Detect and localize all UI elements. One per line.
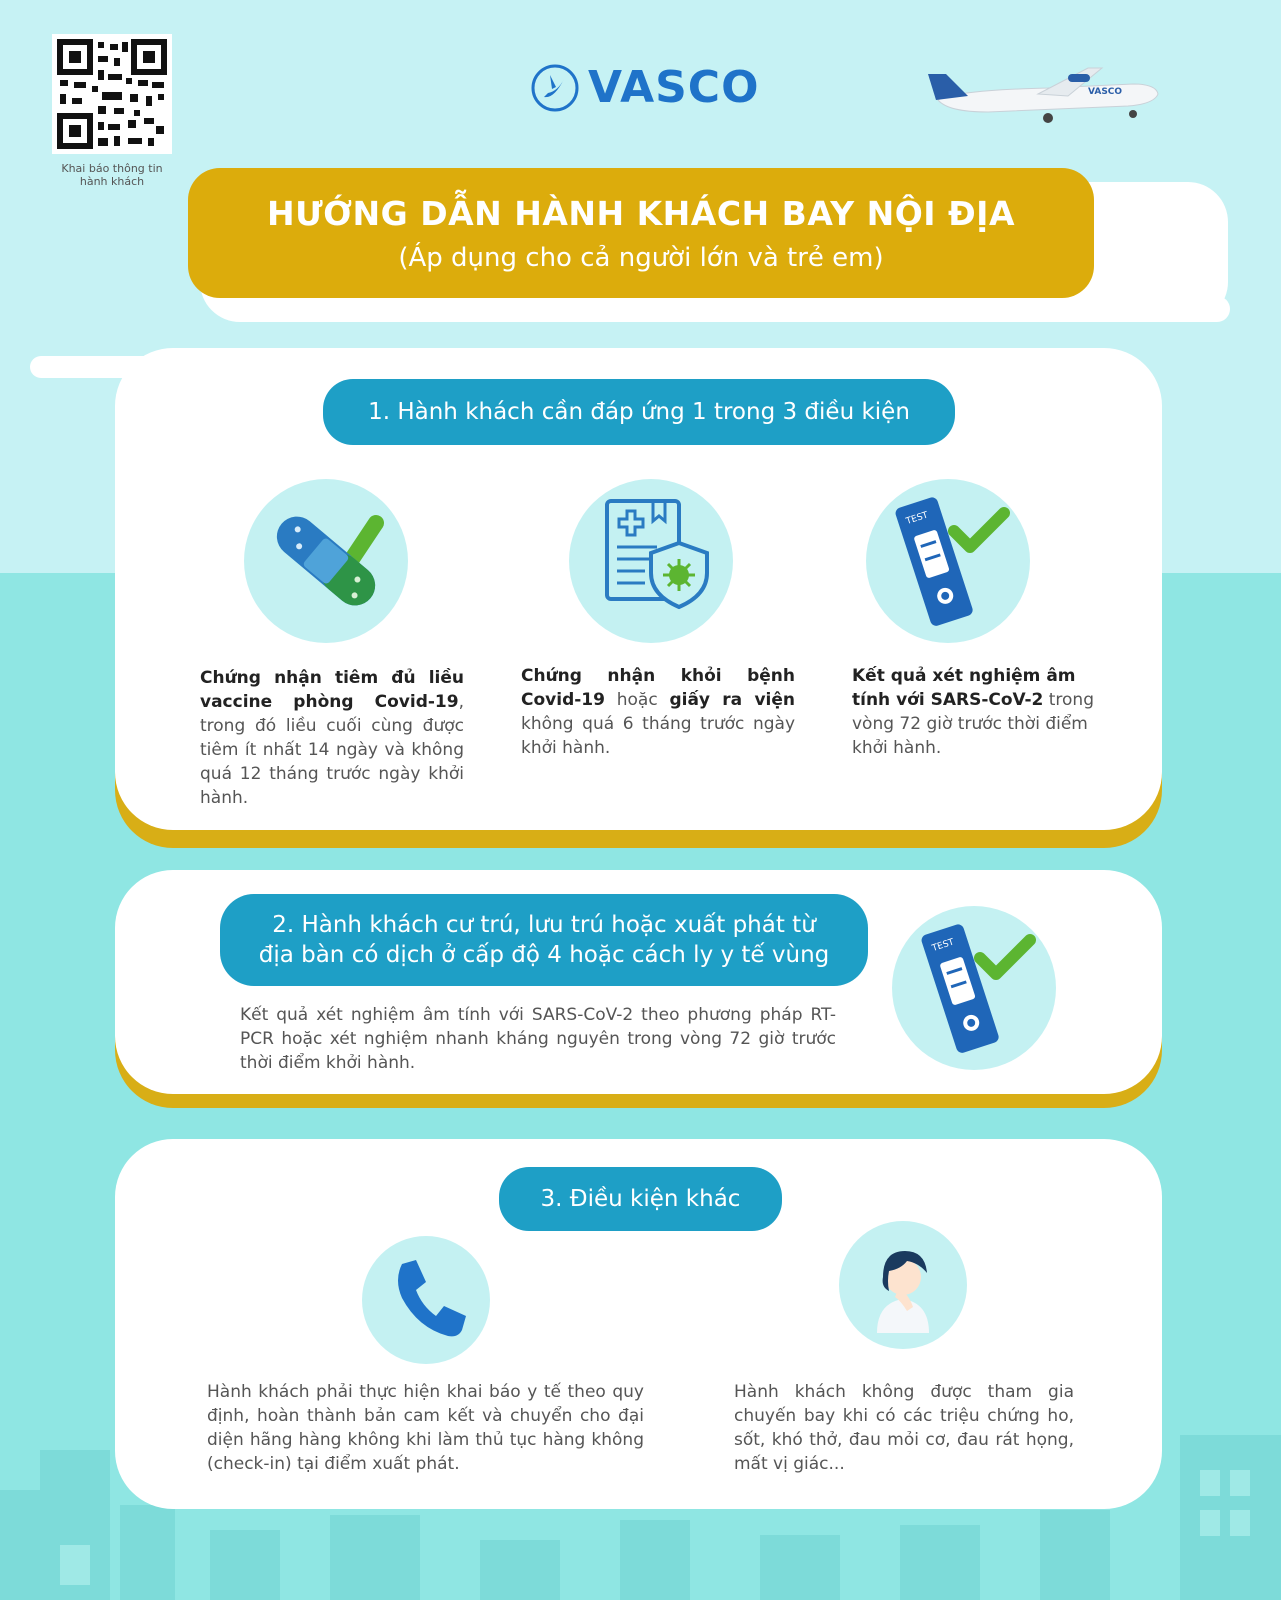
condition-test-detail: trong vòng 72 giờ trước thời điểm khởi hành.	[852, 690, 1094, 758]
airplane-icon	[928, 60, 1168, 130]
svg-text:VASCO: VASCO	[1088, 87, 1123, 97]
phone-circle	[362, 1236, 490, 1364]
section1-heading: 1. Hành khách cần đáp ứng 1 trong 3 điều kiện	[323, 379, 955, 445]
medical-certificate-icon	[569, 479, 733, 643]
condition-recovery-detail: không quá 6 tháng trước ngày khởi hành.	[521, 714, 795, 758]
condition-vaccine-bold: Chứng nhận tiêm đủ liều vaccine phòng Covid-19	[200, 668, 464, 712]
qr-caption: Khai báo thông tin hành khách	[61, 162, 163, 188]
test-kit-circle	[866, 479, 1030, 643]
logo-text: VASCO	[588, 62, 760, 113]
vasco-logo	[530, 62, 760, 113]
condition-recovery-bold2: giấy ra viện	[669, 690, 795, 710]
other-condition-symptoms-text: Hành khách không được tham gia chuyến bay khi có các triệu chứng ho, sốt, khó thở, đau mỏi cơ, đau rát họng, mất vị giác...	[734, 1382, 1074, 1474]
section3-heading: 3. Điều kiện khác	[499, 1167, 782, 1231]
svg-text:TEST: TEST	[931, 937, 956, 954]
condition-recovery-text	[521, 664, 795, 760]
condition-test-bold: Kết quả xét nghiệm âm tính với SARS-CoV-2	[852, 666, 1076, 710]
cloud-decoration	[1040, 296, 1230, 322]
page-title: HƯỚNG DẪN HÀNH KHÁCH BAY NỘI ĐỊA	[266, 194, 1015, 233]
phone-icon	[362, 1236, 490, 1364]
qr-code[interactable]	[52, 34, 172, 154]
certificate-circle	[569, 479, 733, 643]
page-subtitle: (Áp dụng cho cả người lớn và trẻ em)	[398, 243, 884, 273]
title-banner	[188, 168, 1094, 298]
test-kit-icon	[892, 906, 1056, 1070]
section2-text: Kết quả xét nghiệm âm tính với SARS-CoV-2 theo phương pháp RT-PCR hoặc xét nghiệm nhanh kháng nguyên trong vòng 72 giờ trước thời điểm khởi hành.	[240, 1005, 836, 1073]
condition-recovery-bold: Chứng nhận khỏi bệnh Covid-19	[521, 666, 795, 710]
section2-heading	[220, 894, 868, 986]
vasco-emblem-icon	[530, 63, 580, 113]
svg-text:TEST: TEST	[905, 510, 930, 527]
section2-heading-line2: địa bàn có dịch ở cấp độ 4 hoặc cách ly y tế vùng	[258, 942, 830, 968]
condition-vaccine-text	[200, 666, 464, 810]
test-kit-icon	[866, 479, 1030, 643]
qr-code-icon	[52, 34, 172, 154]
other-condition-declaration-text: Hành khách phải thực hiện khai báo y tế theo quy định, hoàn thành bản cam kết và chuyển cho đại diện hãng hàng không khi làm thủ tục hàng không (check-in) tại điểm xuất phát.	[207, 1382, 644, 1474]
vaccine-bandage-icon	[244, 479, 408, 643]
section2-test-circle	[892, 906, 1056, 1070]
sick-person-icon	[839, 1221, 967, 1349]
condition-vaccine-detail: , trong đó liều cuối cùng được tiêm ít nhất 14 ngày và không quá 12 tháng trước ngày khởi hành.	[200, 692, 464, 808]
vaccine-circle	[244, 479, 408, 643]
section2-heading-line1: 2. Hành khách cư trú, lưu trú hoặc xuất phát từ	[272, 912, 816, 938]
condition-recovery-or: hoặc	[604, 690, 670, 710]
condition-test-text	[852, 664, 1094, 760]
sick-person-circle	[839, 1221, 967, 1349]
